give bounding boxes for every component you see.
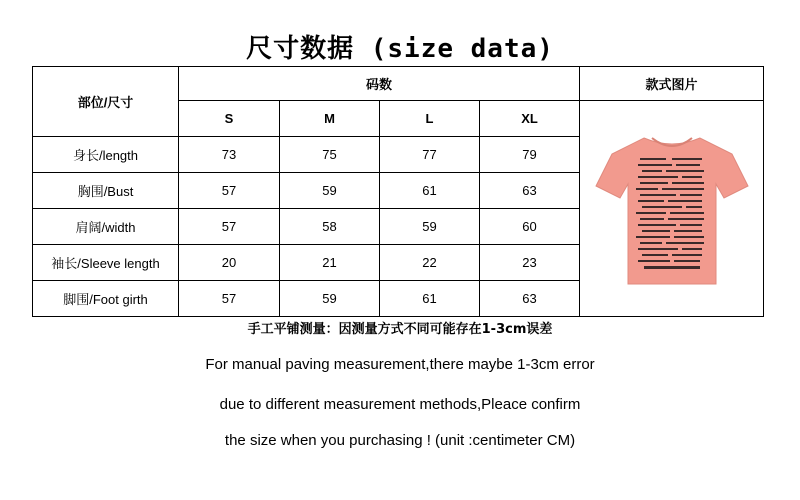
measurement-note-line-1: For manual paving measurement,there maybe 1-3cm error [205, 356, 595, 373]
measurement-note-line-2: due to different measurement methods,Pleace confirm [219, 396, 581, 413]
cell-value: 79 [480, 137, 580, 173]
cell-value: 57 [179, 281, 280, 317]
corner-header: 部位/尺寸 [33, 67, 179, 137]
cell-value: 23 [480, 245, 580, 281]
size-header-s: S [179, 101, 280, 137]
cell-value: 58 [280, 209, 380, 245]
cell-value: 22 [380, 245, 480, 281]
cell-value: 61 [380, 281, 480, 317]
product-image-cell [580, 101, 764, 317]
cell-value: 57 [179, 173, 280, 209]
measurement-note-line-3: the size when you purchasing ! (unit :centimeter CM) [224, 432, 576, 449]
cell-value: 57 [179, 209, 280, 245]
page-title: 尺寸数据 (size data) [246, 34, 554, 64]
cell-value: 73 [179, 137, 280, 173]
size-group-header: 码数 [179, 67, 580, 101]
cell-value: 77 [380, 137, 480, 173]
row-label-foot-girth: 脚围/Foot girth [33, 281, 179, 317]
size-header-l: L [380, 101, 480, 137]
row-label-length: 身长/length [33, 137, 179, 173]
cell-value: 20 [179, 245, 280, 281]
row-label-width: 肩阔/width [33, 209, 179, 245]
row-label-bust: 胸围/Bust [33, 173, 179, 209]
cell-value: 59 [380, 209, 480, 245]
size-header-xl: XL [480, 101, 580, 137]
style-image-header: 款式图片 [580, 67, 764, 101]
cell-value: 61 [380, 173, 480, 209]
cell-value: 63 [480, 173, 580, 209]
cell-value: 63 [480, 281, 580, 317]
cell-value: 75 [280, 137, 380, 173]
cell-value: 59 [280, 173, 380, 209]
pink-tshirt-icon [592, 124, 752, 294]
table-header-row [33, 67, 764, 101]
size-header-m: M [280, 101, 380, 137]
cell-value: 59 [280, 281, 380, 317]
cell-value: 21 [280, 245, 380, 281]
size-chart-table [32, 66, 764, 317]
measurement-note-chinese: 手工平铺测量：因测量方式不同可能存在1-3cm误差 [247, 322, 553, 337]
row-label-sleeve-length: 袖长/Sleeve length [33, 245, 179, 281]
cell-value: 60 [480, 209, 580, 245]
